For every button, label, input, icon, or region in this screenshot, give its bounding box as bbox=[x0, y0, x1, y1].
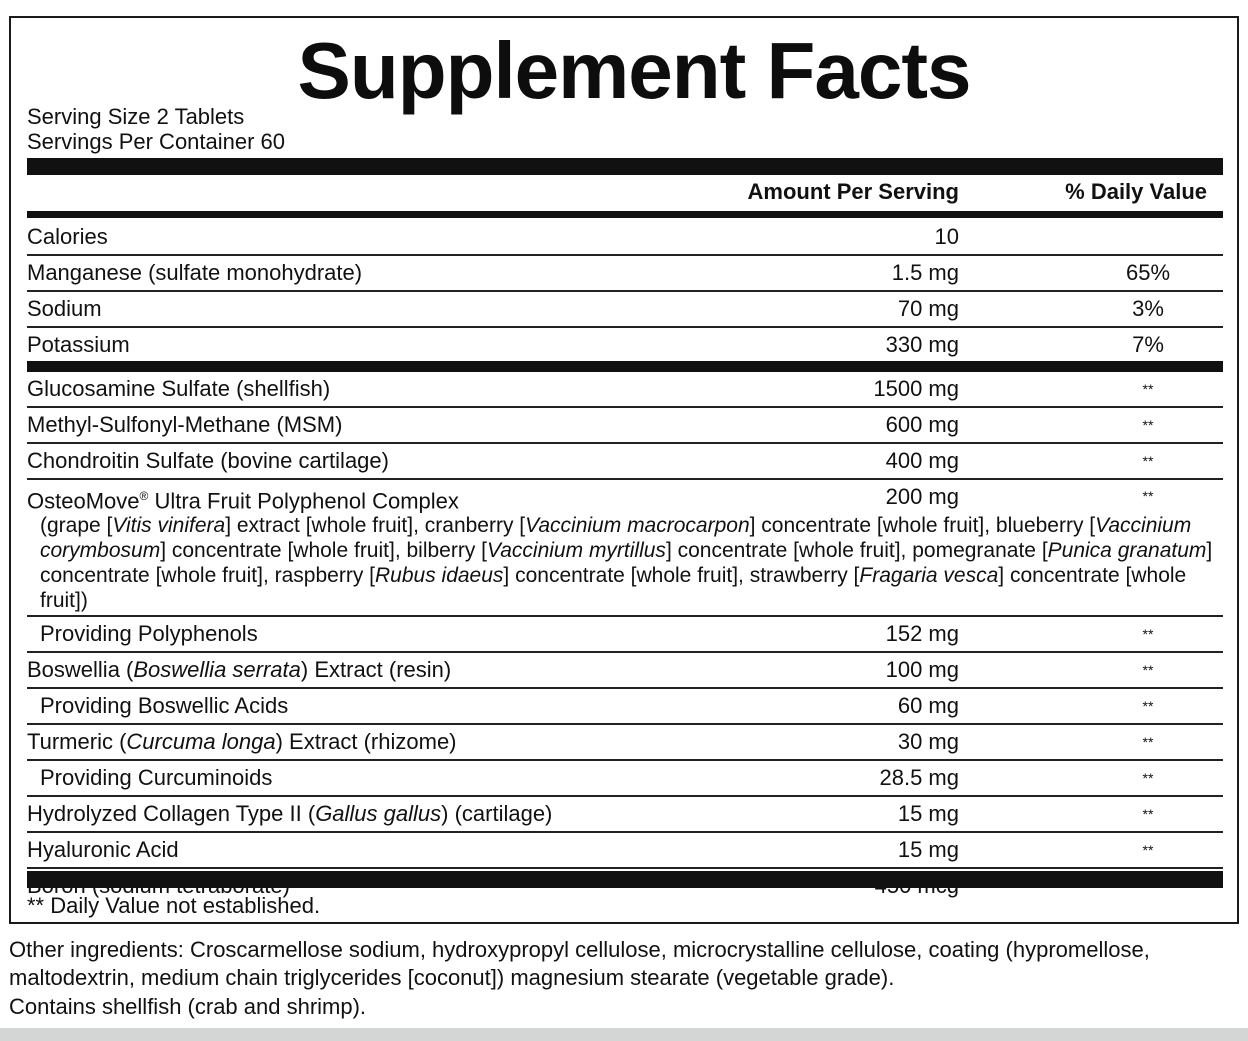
text-fragment: ] extract [whole fruit], cranberry [ bbox=[225, 514, 526, 538]
amount-cell: 15 mg bbox=[897, 801, 959, 827]
text-fragment: Providing Boswellic Acids bbox=[40, 693, 289, 719]
daily-value-cell bbox=[1037, 797, 1237, 835]
amount-cell: 30 mg bbox=[897, 729, 959, 755]
daily-value-cell bbox=[1037, 761, 1237, 799]
footnote: ** Daily Value not established. bbox=[27, 893, 321, 918]
dv-not-established-mark: ** bbox=[1142, 488, 1154, 504]
ingredient-name bbox=[27, 621, 258, 646]
servings-per-container: Servings Per Container 60 bbox=[27, 129, 286, 154]
ingredient-name bbox=[27, 765, 272, 790]
amount-cell: 15 mg bbox=[897, 837, 959, 863]
ingredient-name bbox=[27, 837, 179, 862]
amount-cell: 10 bbox=[934, 224, 959, 249]
text-fragment: ] concentrate [whole fruit], blueberry [ bbox=[749, 514, 1096, 538]
sub-ingredient-row bbox=[27, 761, 1223, 797]
amount-cell: 100 mg bbox=[885, 657, 959, 683]
ingredient-name bbox=[27, 693, 288, 718]
ingredient-row bbox=[27, 725, 1223, 761]
text-fragment: ] concentrate [whole fruit], strawberry [ bbox=[503, 564, 860, 588]
nutrient-row bbox=[27, 328, 1223, 362]
amount-cell: 1500 mg bbox=[873, 376, 959, 401]
ingredient-row bbox=[27, 372, 1223, 408]
serving-info bbox=[27, 104, 285, 154]
ingredient-row bbox=[27, 653, 1223, 689]
nutrient-name: Manganese (sulfate monohydrate) bbox=[27, 260, 363, 285]
serving-size: Serving Size 2 Tablets bbox=[27, 104, 245, 129]
amount-cell: 330 mg bbox=[885, 332, 959, 357]
ingredient-name: Glucosamine Sulfate (shellfish) bbox=[27, 376, 331, 401]
dv-not-established-mark: ** bbox=[1142, 381, 1154, 397]
dv-not-established-mark: ** bbox=[1142, 842, 1154, 859]
panel-title: Supplement Facts bbox=[297, 26, 971, 115]
text-fragment: ) Extract (resin) bbox=[300, 657, 452, 683]
divider-bar bbox=[27, 361, 1223, 372]
nutrient-name: Calories bbox=[27, 224, 108, 249]
nutrient-rows bbox=[27, 220, 1223, 362]
complex-row bbox=[27, 480, 1223, 617]
other-ingredients: Other ingredients: Croscarmellose sodium, hydroxypropyl cellulose, microcrystalline cellulose, coating (hypromellose, maltodextrin, medium chain triglycerides [coconut]) magnesium stearate (vegetable grade). bbox=[9, 937, 1150, 990]
dv-not-established-mark: ** bbox=[1142, 417, 1154, 433]
text-fragment: Providing Polyphenols bbox=[40, 621, 258, 647]
dv-not-established-mark: ** bbox=[1142, 770, 1154, 787]
ingredient-name: Chondroitin Sulfate (bovine cartilage) bbox=[27, 448, 389, 473]
daily-value-cell bbox=[1037, 372, 1237, 410]
daily-value-cell bbox=[1037, 444, 1237, 482]
amount-cell: 70 mg bbox=[897, 296, 959, 321]
ingredient-name bbox=[27, 657, 451, 682]
dv-not-established-mark: ** bbox=[1142, 453, 1154, 469]
sub-ingredient-row bbox=[27, 617, 1223, 653]
dv-not-established-mark: ** bbox=[1142, 626, 1154, 643]
latin-name: Vitis vinifera bbox=[112, 514, 226, 538]
latin-name: Curcuma longa bbox=[126, 729, 276, 755]
sub-ingredient-row bbox=[27, 689, 1223, 725]
nutrient-name: Potassium bbox=[27, 332, 130, 357]
nutrient-row bbox=[27, 256, 1223, 292]
text-fragment: Hydrolyzed Collagen Type II ( bbox=[27, 801, 316, 827]
text-fragment: ] concentrate [whole fruit]) bbox=[40, 564, 1187, 613]
daily-value-cell bbox=[1037, 725, 1237, 763]
latin-name: Gallus gallus bbox=[315, 801, 442, 827]
text-fragment: ) Extract (rhizome) bbox=[275, 729, 457, 755]
divider-bar bbox=[27, 211, 1223, 218]
text-fragment: Turmeric ( bbox=[27, 729, 127, 755]
dv-not-established-mark: ** bbox=[1142, 662, 1154, 679]
daily-value-cell bbox=[1037, 484, 1237, 512]
text-fragment: ] concentrate [whole fruit], pomegranate [ bbox=[665, 539, 1048, 563]
text-fragment: ) (cartilage) bbox=[441, 801, 553, 827]
amount-cell: 600 mg bbox=[885, 412, 959, 437]
amount-cell: 28.5 mg bbox=[879, 765, 959, 791]
latin-name: Vaccinium myrtillus bbox=[487, 539, 666, 563]
complex-brand: OsteoMove bbox=[27, 488, 140, 514]
dv-not-established-mark: ** bbox=[1142, 698, 1154, 715]
ingredient-row bbox=[27, 408, 1223, 444]
amount-cell: 200 mg bbox=[885, 484, 959, 509]
daily-value-cell bbox=[1037, 653, 1237, 691]
text-fragment: ] concentrate [whole fruit], raspberry [ bbox=[40, 539, 1213, 588]
ingredient-row bbox=[27, 833, 1223, 869]
nutrient-row bbox=[27, 220, 1223, 256]
header-daily-value: % Daily Value bbox=[1065, 179, 1207, 204]
divider-bar bbox=[27, 158, 1223, 175]
text-fragment: (grape [ bbox=[40, 514, 113, 538]
ingredient-row bbox=[27, 797, 1223, 833]
ingredient-name: Methyl-Sulfonyl-Methane (MSM) bbox=[27, 412, 343, 437]
text-fragment: Hyaluronic Acid bbox=[27, 837, 179, 863]
dv-not-established-mark: ** bbox=[1142, 734, 1154, 751]
daily-value-cell bbox=[1037, 617, 1237, 655]
amount-cell: 152 mg bbox=[885, 621, 959, 647]
ingredient-name bbox=[27, 801, 552, 826]
amount-cell: 400 mg bbox=[885, 448, 959, 473]
allergen-statement: Contains shellfish (crab and shrimp). bbox=[9, 994, 367, 1019]
text-fragment: Providing Curcuminoids bbox=[40, 765, 273, 791]
latin-name: Punica granatum bbox=[1047, 539, 1207, 563]
amount-cell: 1.5 mg bbox=[891, 260, 959, 285]
daily-value-cell bbox=[1037, 689, 1237, 727]
nutrient-row bbox=[27, 292, 1223, 328]
complex-title: Ultra Fruit Polyphenol Complex bbox=[148, 488, 459, 514]
daily-value-cell: 65% bbox=[1125, 260, 1171, 285]
latin-name: Rubus idaeus bbox=[375, 564, 504, 588]
ingredient-rows bbox=[27, 372, 1223, 903]
latin-name: Fragaria vesca bbox=[859, 564, 999, 588]
ingredient-name bbox=[27, 729, 457, 754]
latin-name: Vaccinium corymbosum bbox=[40, 514, 1192, 563]
complex-description bbox=[27, 513, 1215, 613]
text-fragment: ] concentrate [whole fruit], bilberry [ bbox=[160, 539, 488, 563]
latin-name: Vaccinium macrocarpon bbox=[525, 514, 750, 538]
daily-value-cell bbox=[1037, 833, 1237, 871]
daily-value-cell bbox=[1037, 408, 1237, 446]
supplement-facts-panel bbox=[9, 16, 1239, 924]
ingredient-row bbox=[27, 444, 1223, 480]
latin-name: Boswellia serrata bbox=[133, 657, 301, 683]
dv-not-established-mark: ** bbox=[1142, 806, 1154, 823]
nutrient-name: Sodium bbox=[27, 296, 102, 321]
text-fragment: Boswellia ( bbox=[27, 657, 134, 683]
daily-value-cell: 7% bbox=[1132, 332, 1164, 357]
divider-bar bbox=[27, 871, 1223, 888]
registered-mark: ® bbox=[139, 489, 149, 503]
amount-cell: 60 mg bbox=[897, 693, 959, 719]
daily-value-cell: 3% bbox=[1132, 296, 1164, 321]
header-amount: Amount Per Serving bbox=[747, 179, 959, 204]
